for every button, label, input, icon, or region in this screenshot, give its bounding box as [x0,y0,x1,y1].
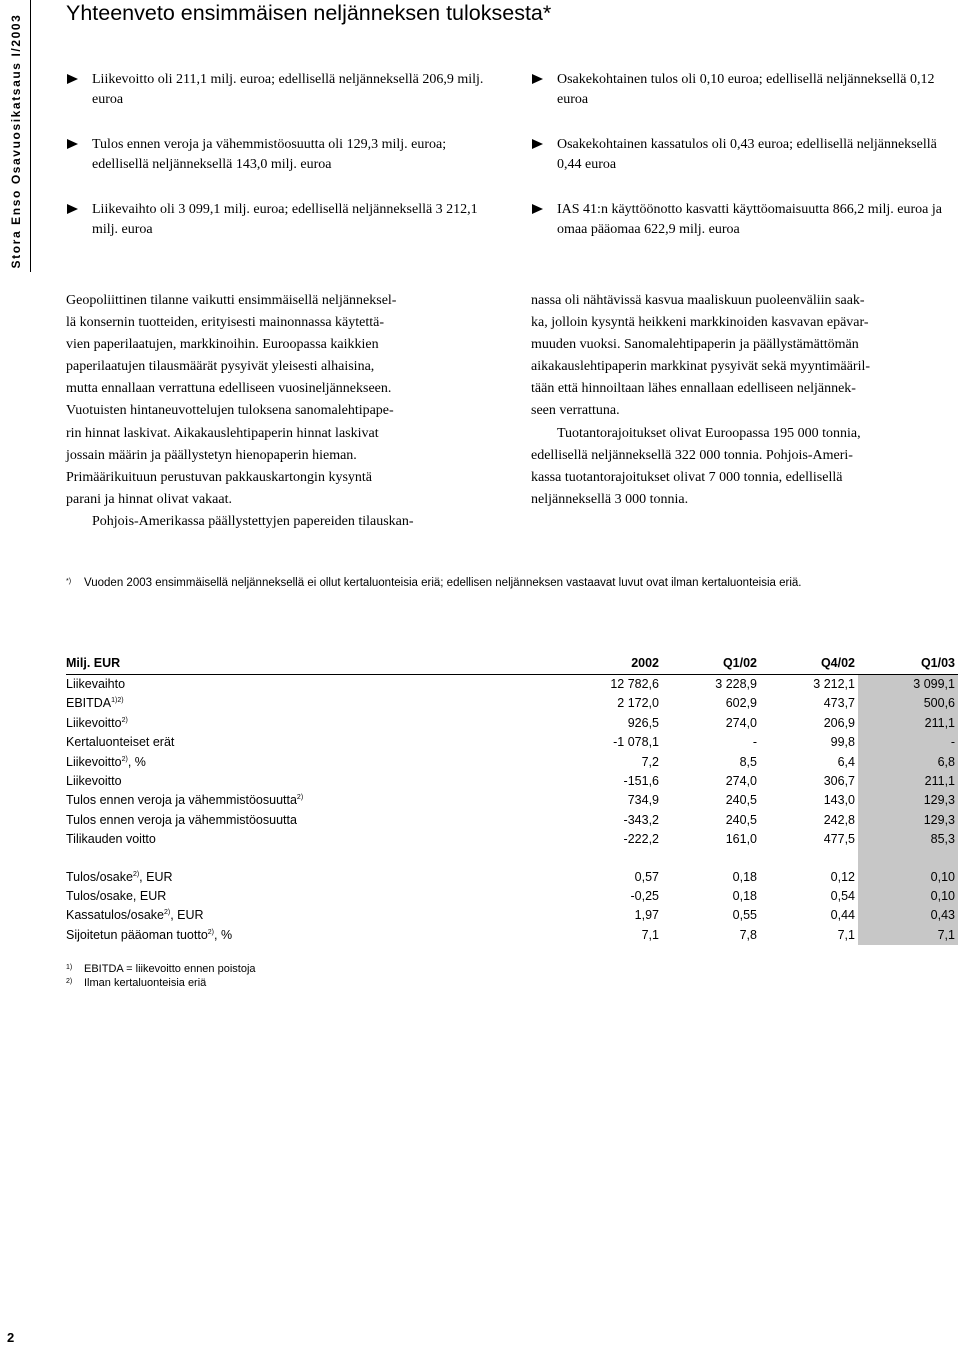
highlight-text: Tulos ennen veroja ja vähemmistöosuutta oli 129,3 milj. euroa; edellisellä neljänneksellä 143,0 milj. euroa [92,137,447,172]
cell-q4-02: 206,9 [823,715,855,730]
column-header: Q1/03 [858,654,958,675]
highlight-item [531,70,951,110]
spacer-cell [662,850,760,868]
row-label-text: Tilikauden voitto [66,832,156,847]
highlights-right [531,70,951,265]
table-row [66,733,958,752]
cell-q1-02: 0,18 [732,889,757,904]
cell-q4-02: 242,8 [823,812,855,827]
cell-q1-02: 161,0 [725,832,757,847]
footnote-text: Vuoden 2003 ensimmäisellä neljänneksellä ei ollut kertaluonteisia eriä; edellisen neljänneksen vastaavat luvut ovat ilman kertaluonteisia eriä. [84,577,802,589]
row-label-footnote: 2) [163,909,171,917]
row-label [66,694,506,713]
row-label-text: Liikevaihto [66,677,126,691]
cell-q1-03: 7,1 [858,926,958,945]
row-label [66,772,506,791]
row-label-suffix: , % [127,754,146,769]
row-label-text: Tulos/osake [66,869,133,884]
column-header: Milj. EUR [66,654,506,675]
row-label [66,868,506,887]
highlight-item [66,200,486,240]
row-label-text: Sijoitetun pääoman tuotto [66,927,208,942]
row-label-text: Tulos ennen veroja ja vähemmistöosuutta [66,812,297,827]
column-header: Q1/02 [662,654,760,675]
footnote-mark: *) [66,578,72,585]
cell-2002: -1 078,1 [613,735,659,750]
body-paragraph: Pohjois-Amerikassa päällystettyjen papereiden tilauskan- [92,513,414,529]
row-label [66,906,506,925]
row-label [66,675,506,695]
cell-q1-02: - [752,735,757,750]
table-row [66,675,958,695]
cell-q4-02: 143,0 [823,793,855,808]
column-header: Q4/02 [760,654,858,675]
cell-q1-03: 0,43 [858,906,958,925]
cell-q1-02: 0,55 [732,908,757,923]
cell-2002: 926,5 [627,715,659,730]
row-label-text: Liikevoitto [66,754,122,769]
body-paragraph: Geopoliittinen tilanne vaikutti ensimmäisellä neljänneksel- lä konsernin tuotteiden, erityisesti mainonnassa käytettä- vien paperilaatujen, markkinoihin. Euroopassa kaikkien paperilaatujen tilausmäärät pysyivät yleisesti alhaisina, mutta ennallaan verrattuna edelliseen vuosineljännekseen. Vuotuisten hintaneuvottelujen tuloksena sanomalehtipape- rin hinnat laskivat. Aikakauslehtipaperin hinnat laskivat jossain määrin ja päällystetyn hienopaperin hieman. Primäärikuituun perustuvan pakkauskartongin kysyntä parani ja hinnat olivat vakaat. [66,293,397,507]
bullet-arrow-icon [67,74,78,84]
footnote-mark: 2) [66,978,73,985]
highlight-item [531,200,951,240]
cell-q4-02: 477,5 [823,832,855,847]
table-row [66,906,958,925]
table-row [66,772,958,791]
body-paragraph: Tuotantorajoitukset olivat Euroopassa 195 000 tonnia, edellisellä neljänneksellä 322 000 tonnia. Pohjois-Ameri- kassa tuotantorajoitukset olivat 7 000 tonnia, edellisellä neljänneksellä 3 000 tonnia. [531,425,861,507]
cell-q1-02: 274,0 [725,715,757,730]
side-divider [30,0,31,272]
row-label-footnote: 2) [296,794,304,802]
table-row [66,753,958,772]
row-label-footnote: 2) [121,716,128,724]
bullet-arrow-icon [67,139,78,149]
table-header-row [66,654,958,675]
bullet-arrow-icon [532,74,543,84]
spacer-cell [506,850,662,868]
cell-q1-03: 0,10 [858,868,958,887]
side-label-text: Stora Enso Osavuosikatsaus I/2003 [9,13,23,268]
cell-q1-02: 274,0 [725,774,757,789]
table-row [66,714,958,733]
side-label [8,8,24,273]
cell-2002: -151,6 [623,774,659,789]
highlight-text: Osakekohtainen kassatulos oli 0,43 euroa; edellisellä neljänneksellä 0,44 euroa [557,137,937,172]
cell-q1-03: 6,8 [858,753,958,772]
cell-q1-02: 3 228,9 [715,677,757,691]
row-label [66,887,506,906]
cell-q1-03: 129,3 [858,811,958,830]
cell-2002: 7,2 [641,754,659,769]
table-row [66,694,958,713]
row-label-text: Kertaluonteiset erät [66,735,175,750]
column-header: 2002 [506,654,662,675]
footnote-text: Ilman kertaluonteisia eriä [84,977,207,989]
cell-2002: 2 172,0 [617,696,659,711]
highlight-item [531,135,951,175]
row-label-text: EBITDA [66,696,112,711]
row-label [66,811,506,830]
cell-q4-02: 306,7 [823,774,855,789]
cell-q1-03: 211,1 [858,772,958,791]
row-label-text: Liikevoitto [66,774,122,789]
body-text-left [66,290,496,533]
highlight-item [66,70,486,110]
cell-q1-03: 0,10 [858,887,958,906]
page-title: Yhteenveto ensimmäisen neljänneksen tuloksesta* [66,1,552,25]
row-label-footnote: 1)2) [111,697,124,705]
cell-q1-02: 8,5 [739,754,757,769]
highlights-left [66,70,486,265]
cell-q1-02: 240,5 [725,812,757,827]
cell-2002: -222,2 [623,832,659,847]
cell-q1-03: 500,6 [858,694,958,713]
row-label-suffix: , % [214,927,233,942]
row-label-suffix: , EUR [170,908,204,923]
cell-q1-03: 3 099,1 [858,675,958,695]
footnote-text: EBITDA = liikevoitto ennen poistoja [84,963,256,975]
cell-q1-03: 129,3 [858,791,958,810]
cell-q4-02: 6,4 [837,754,855,769]
bullet-arrow-icon [532,139,543,149]
highlight-item [66,135,486,175]
cell-q1-03: 85,3 [858,830,958,849]
cell-2002: 7,1 [641,927,659,942]
cell-q4-02: 7,1 [837,927,855,942]
row-label-suffix: , EUR [139,869,173,884]
cell-2002: 12 782,6 [610,677,659,691]
cell-2002: -343,2 [623,812,659,827]
row-label [66,791,506,810]
table-spacer-row [66,850,958,868]
table-row [66,830,958,849]
spacer-cell [858,850,958,868]
cell-q1-02: 7,8 [739,927,757,942]
highlight-text: Liikevaihto oli 3 099,1 milj. euroa; edellisellä neljänneksellä 3 212,1 milj. euroa [92,202,478,237]
cell-q1-02: 0,18 [732,869,757,884]
row-label [66,753,506,772]
bullet-arrow-icon [67,204,78,214]
cell-2002: 734,9 [627,793,659,808]
table-row [66,811,958,830]
cell-q1-02: 240,5 [725,793,757,808]
highlight-text: Osakekohtainen tulos oli 0,10 euroa; edellisellä neljänneksellä 0,12 euroa [557,72,935,107]
footnote-mark: 1) [66,964,73,971]
row-label [66,830,506,849]
cell-2002: 1,97 [634,908,659,923]
cell-q1-03: - [858,733,958,752]
spacer-cell [66,850,506,868]
cell-q1-03: 211,1 [858,714,958,733]
row-label-text: Tulos/osake, EUR [66,889,167,904]
cell-q4-02: 0,44 [830,908,855,923]
row-label-footnote: 2) [132,870,140,878]
row-label-text: Kassatulos/osake [66,908,164,923]
cell-q1-02: 602,9 [725,696,757,711]
spacer-cell [760,850,858,868]
key-figures-table [66,654,958,945]
table-row [66,791,958,810]
page-number: 2 [7,1330,15,1345]
row-label [66,714,506,733]
cell-q4-02: 99,8 [830,735,855,750]
table-row [66,926,958,945]
row-label [66,926,506,945]
cell-q4-02: 0,54 [830,889,855,904]
row-label-text: Tulos ennen veroja ja vähemmistöosuutta [66,793,297,808]
row-label-footnote: 2) [121,755,128,763]
row-label-footnote: 2) [207,928,215,936]
cell-q4-02: 3 212,1 [813,677,855,691]
cell-q4-02: 473,7 [823,696,855,711]
table-row [66,887,958,906]
highlight-text: IAS 41:n käyttöönotto kasvatti käyttöomaisuutta 866,2 milj. euroa ja omaa pääomaa 622,9 milj. euroa [557,202,942,237]
row-label [66,733,506,752]
bullet-arrow-icon [532,204,543,214]
highlight-text: Liikevoitto oli 211,1 milj. euroa; edellisellä neljänneksellä 206,9 milj. euroa [92,72,484,107]
body-paragraph: nassa oli nähtävissä kasvua maaliskuun puoleenväliin saak- ka, jolloin kysyntä heikkeni markkinoiden kasvavan epävar- muuden vuoksi. Sanomalehtipaperin ja päällystämättömän aikakauslehtipaperin markkinat pysyivät sekä myyntimääril- tään että hinnoiltaan lähes ennallaan edelliseen neljännek- seen verrattuna. [531,293,871,419]
body-text-right [531,290,951,511]
cell-q4-02: 0,12 [830,869,855,884]
table-row [66,868,958,887]
cell-2002: -0,25 [630,889,659,904]
cell-2002: 0,57 [634,869,659,884]
row-label-text: Liikevoitto [66,715,122,730]
